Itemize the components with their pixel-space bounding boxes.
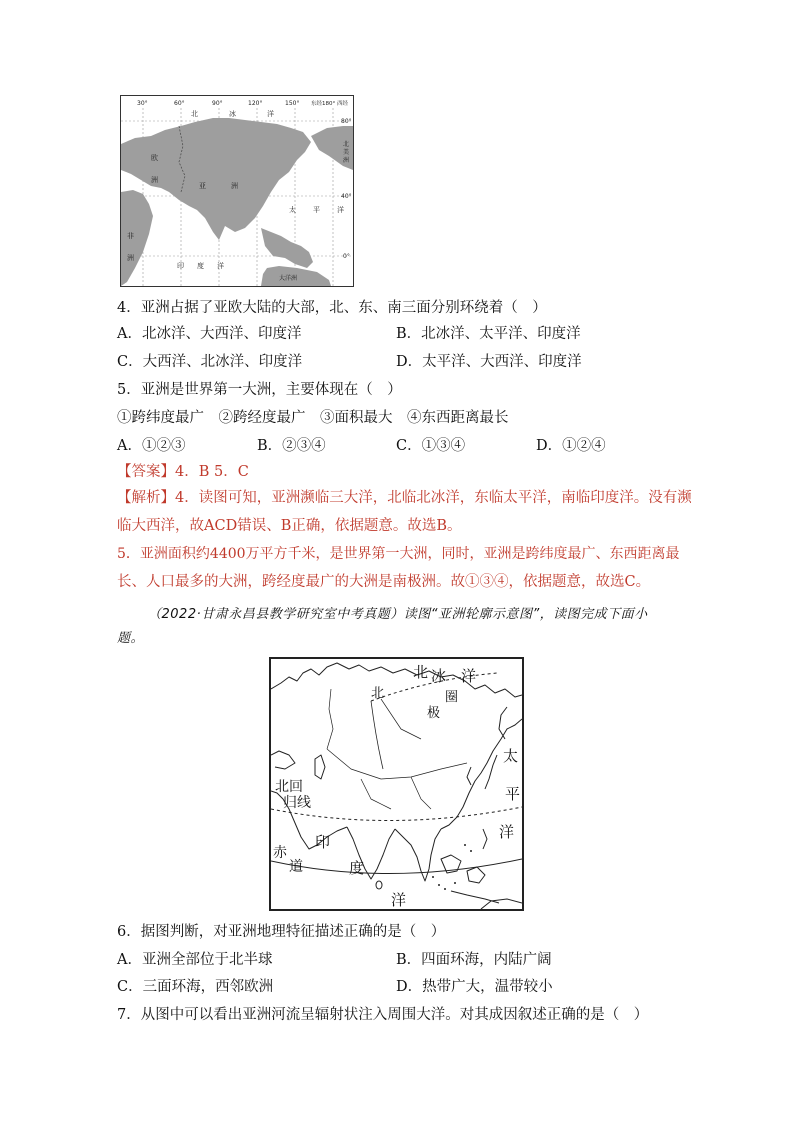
map1-label-bing: 冰 <box>229 110 236 118</box>
lat-label-0: 0° <box>343 253 350 260</box>
lon-label-90: 90° <box>212 100 223 107</box>
q5-option-d: D．①②④ <box>536 438 606 454</box>
map1-label-bei: 北 <box>191 110 198 118</box>
map1-label-na3: 洲 <box>343 157 350 164</box>
map1-label-yin: 印 <box>177 262 184 270</box>
map1-label-ya: 亚 <box>199 182 206 190</box>
asia-outline-map-svg <box>271 659 522 909</box>
lon-label-60: 60° <box>174 100 185 107</box>
lon-label-30: 30° <box>137 100 148 107</box>
asia-outline-map <box>269 657 524 911</box>
analysis-text-1: 4．读图可知，亚洲濒临三大洋，北临北冰洋，东临太平洋，南临印度洋。没有濒 <box>175 490 692 506</box>
q4-option-d: D．太平洋、大西洋、印度洋 <box>396 354 582 370</box>
q5-items: ①跨纬度最广 ②跨经度最广 ③面积最大 ④东西距离最长 <box>117 410 509 426</box>
q6-option-a: A．亚洲全部位于北半球 <box>117 952 273 968</box>
map2-label-bing: 冰 <box>431 667 447 685</box>
map1-label-fei: 非 <box>127 232 134 240</box>
map1-label-yang3: 洋 <box>217 262 224 270</box>
map2-label-chi: 赤 <box>273 845 287 861</box>
q6-option-b: B．四面环海，内陆广阔 <box>396 952 552 968</box>
map2-label-dao: 道 <box>289 859 303 875</box>
analysis-line4-pre: 长、人口最多的大洲，跨经度最广的大洲是南极洲。故 <box>117 574 465 590</box>
answer-tag: 【答案】 <box>117 464 175 480</box>
lat-label-40: 40° <box>341 193 352 200</box>
map2-label-ping: 平 <box>505 785 521 803</box>
analysis-line4-mid: ①③④ <box>465 574 509 590</box>
map1-label-zhou3: 洲 <box>127 254 134 262</box>
map1-label-ou: 欧 <box>151 154 158 162</box>
q5-option-b: B．②③④ <box>257 438 326 454</box>
asia-location-map-svg <box>121 96 353 286</box>
source-line-2: 题。 <box>117 631 145 646</box>
q5-option-c: C．①③④ <box>396 438 466 454</box>
map1-label-tai: 太 <box>289 206 296 214</box>
analysis-line-1 <box>117 488 692 508</box>
map1-label-na1: 北 <box>343 141 350 148</box>
q6-option-d: D．热带广大，温带较小 <box>396 979 553 995</box>
map2-label-quan: 圈 <box>445 690 459 705</box>
map1-label-zhou1: 洲 <box>151 176 158 184</box>
map1-label-du: 度 <box>197 262 204 270</box>
q6-option-c: C．三面环海，西邻欧洲 <box>117 979 274 995</box>
map1-label-yang2: 洋 <box>337 206 344 214</box>
map2-label-bei: 北 <box>413 663 429 681</box>
map2-label-bei3: 北 <box>275 779 289 795</box>
q6-stem: 6．据图判断，对亚洲地理特征描述正确的是（ ） <box>117 924 446 940</box>
q4-stem: 4．亚洲占据了亚欧大陆的大部，北、东、南三面分别环绕着（ ） <box>117 300 547 316</box>
answer-line <box>117 462 249 482</box>
map1-label-ping: 平 <box>313 206 320 214</box>
answer-text: 4．B 5．C <box>175 464 249 480</box>
analysis-line-3: 5．亚洲面积约4400万平方千米，是世界第一大洲，同时，亚洲是跨纬度最广、东西距离最 <box>117 546 680 562</box>
q5-stem: 5．亚洲是世界第一大洲，主要体现在（ ） <box>117 382 402 398</box>
map1-label-zhou2: 洲 <box>231 182 238 190</box>
lat-label-80: 80° <box>341 118 352 125</box>
analysis-line-4 <box>117 572 650 592</box>
map2-label-tai: 太 <box>503 747 519 765</box>
q4-option-b: B．北冰洋、太平洋、印度洋 <box>396 326 581 342</box>
map1-label-na2: 美 <box>343 149 350 156</box>
q7-stem: 7．从图中可以看出亚洲河流呈辐射状注入周围大洋。对其成因叙述正确的是（ ） <box>117 1007 649 1023</box>
analysis-line-2: 临大西洋，故ACD错误、B正确，依据题意。故选B。 <box>117 518 462 534</box>
map2-label-gui: 归 <box>283 795 297 811</box>
map2-label-ji: 极 <box>427 706 441 721</box>
map2-label-yang2: 洋 <box>499 823 515 841</box>
map2-label-xian: 线 <box>297 795 311 811</box>
q4-option-a: A．北冰洋、大西洋、印度洋 <box>117 326 302 342</box>
map2-label-yin: 印 <box>315 833 331 851</box>
map2-label-yang3: 洋 <box>391 891 407 909</box>
lon-label-150: 150° <box>285 100 300 107</box>
analysis-line4-post: ，依据题意，故选C。 <box>508 574 651 590</box>
q4-option-c: C．大西洋、北冰洋、印度洋 <box>117 354 303 370</box>
map1-label-yang: 洋 <box>267 110 274 118</box>
map2-label-hui: 回 <box>289 779 303 795</box>
lon-label-120: 120° <box>248 100 263 107</box>
map2-label-du: 度 <box>349 859 365 877</box>
q5-option-a: A．①②③ <box>117 438 186 454</box>
map1-label-oceania: 大洋洲 <box>279 275 298 282</box>
map2-label-yang1: 洋 <box>461 667 477 685</box>
asia-location-map <box>120 95 354 287</box>
lon-label-180: 东经180° 西经 <box>311 101 348 107</box>
map2-label-bei2: 北 <box>371 686 385 701</box>
analysis-tag: 【解析】 <box>117 490 175 506</box>
source-line-1: （2022·甘肃永昌县教学研究室中考真题）读图“亚洲轮廓示意图”，读图完成下面小 <box>148 607 648 622</box>
